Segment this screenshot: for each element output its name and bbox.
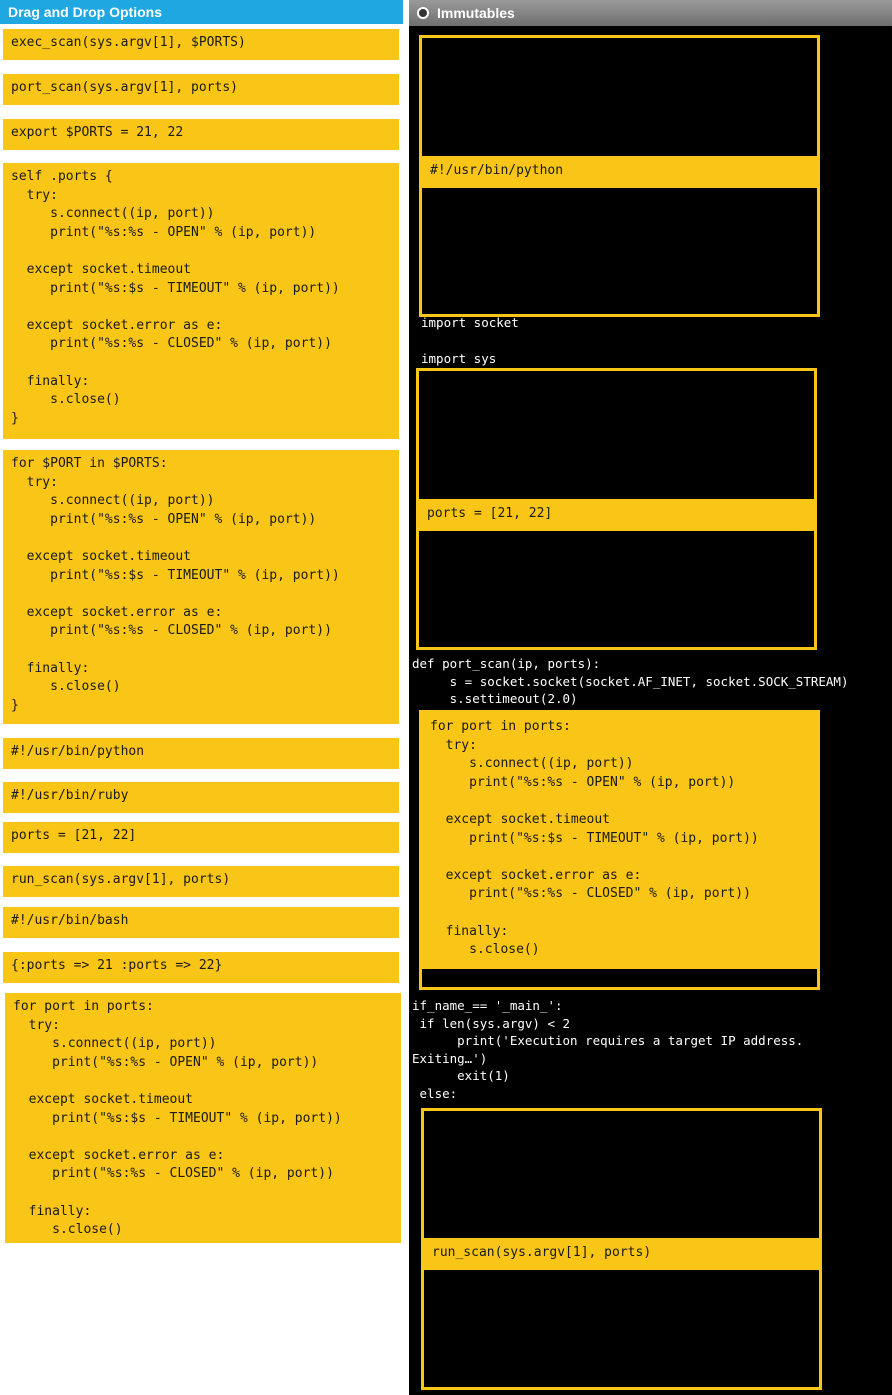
code-def-port-scan: def port_scan(ip, ports): s = socket.socket(socket.AF_INET, socket.SOCK_STREAM) s.settimeout(2.0) [412, 656, 849, 706]
option-tile-shebang-python[interactable]: #!/usr/bin/python [3, 738, 399, 769]
option-tile-ruby-hash[interactable]: {:ports => 21 :ports => 22} [3, 952, 399, 983]
option-tile-ports-list[interactable]: ports = [21, 22] [3, 822, 399, 853]
option-tile-port-scan-call[interactable]: port_scan(sys.argv[1], ports) [3, 74, 399, 105]
option-tile-self-ports-block[interactable]: self .ports { try: s.connect((ip, port)) print("%s:%s - OPEN" % (ip, port)) except socket.timeout print("%s:$s - TIMEOUT" % (ip, port)) except socket.error as e: print("%s:%s - CLOSED" % (ip, port)) finally: s.close() } [3, 163, 399, 439]
slot-tile-run-scan[interactable]: run_scan(sys.argv[1], ports) [424, 1238, 819, 1270]
code-import-sys: import sys [421, 351, 497, 366]
options-panel-title: Drag and Drop Options [0, 0, 403, 24]
immutables-panel-title [409, 0, 892, 26]
option-tile-run-scan[interactable]: run_scan(sys.argv[1], ports) [3, 866, 399, 897]
slot-tile-for-port-block[interactable]: for port in ports: try: s.connect((ip, port)) print("%s:%s - OPEN" % (ip, port)) except socket.timeout print("%s:$s - TIMEOUT" % (ip, port)) except socket.error as e: print("%s:%s - CLOSED" % (ip, port)) finally: s.close() [422, 713, 817, 969]
option-tile-for-port-block[interactable]: for port in ports: try: s.connect((ip, port)) print("%s:%s - OPEN" % (ip, port)) except socket.timeout print("%s:$s - TIMEOUT" % (ip, port)) except socket.error as e: print("%s:%s - CLOSED" % (ip, port)) finally: s.close() [5, 993, 401, 1243]
immutables-title-label: Immutables [437, 5, 515, 21]
option-tile-export-ports[interactable]: export $PORTS = 21, 22 [3, 119, 399, 150]
slot-tile-ports-list[interactable]: ports = [21, 22] [419, 499, 814, 531]
code-main-guard: if_name_== '_main_': if len(sys.argv) < 2 print('Execution requires a target IP address. Exiting…') exit(1) else: [412, 998, 804, 1101]
option-tile-for-port-var-block[interactable]: for $PORT in $PORTS: try: s.connect((ip, port)) print("%s:%s - OPEN" % (ip, port)) except socket.timeout print("%s:$s - TIMEOUT" % (ip, port)) except socket.error as e: print("%s:%s - CLOSED" % (ip, port)) finally: s.close() } [3, 450, 399, 724]
radio-icon [417, 7, 429, 19]
code-import-socket: import socket [421, 315, 519, 330]
option-tile-exec-scan[interactable]: exec_scan(sys.argv[1], $PORTS) [3, 29, 399, 60]
drop-slot-1[interactable] [419, 35, 820, 317]
drag-drop-options-panel [0, 0, 403, 1395]
immutables-panel [409, 0, 892, 1395]
option-tile-shebang-bash[interactable]: #!/usr/bin/bash [3, 907, 399, 938]
slot-tile-shebang-python[interactable]: #!/usr/bin/python [422, 156, 817, 188]
option-tile-shebang-ruby[interactable]: #!/usr/bin/ruby [3, 782, 399, 813]
drop-slot-4[interactable] [421, 1108, 822, 1390]
drop-slot-3[interactable] [419, 710, 820, 990]
drop-slot-2[interactable] [416, 368, 817, 650]
